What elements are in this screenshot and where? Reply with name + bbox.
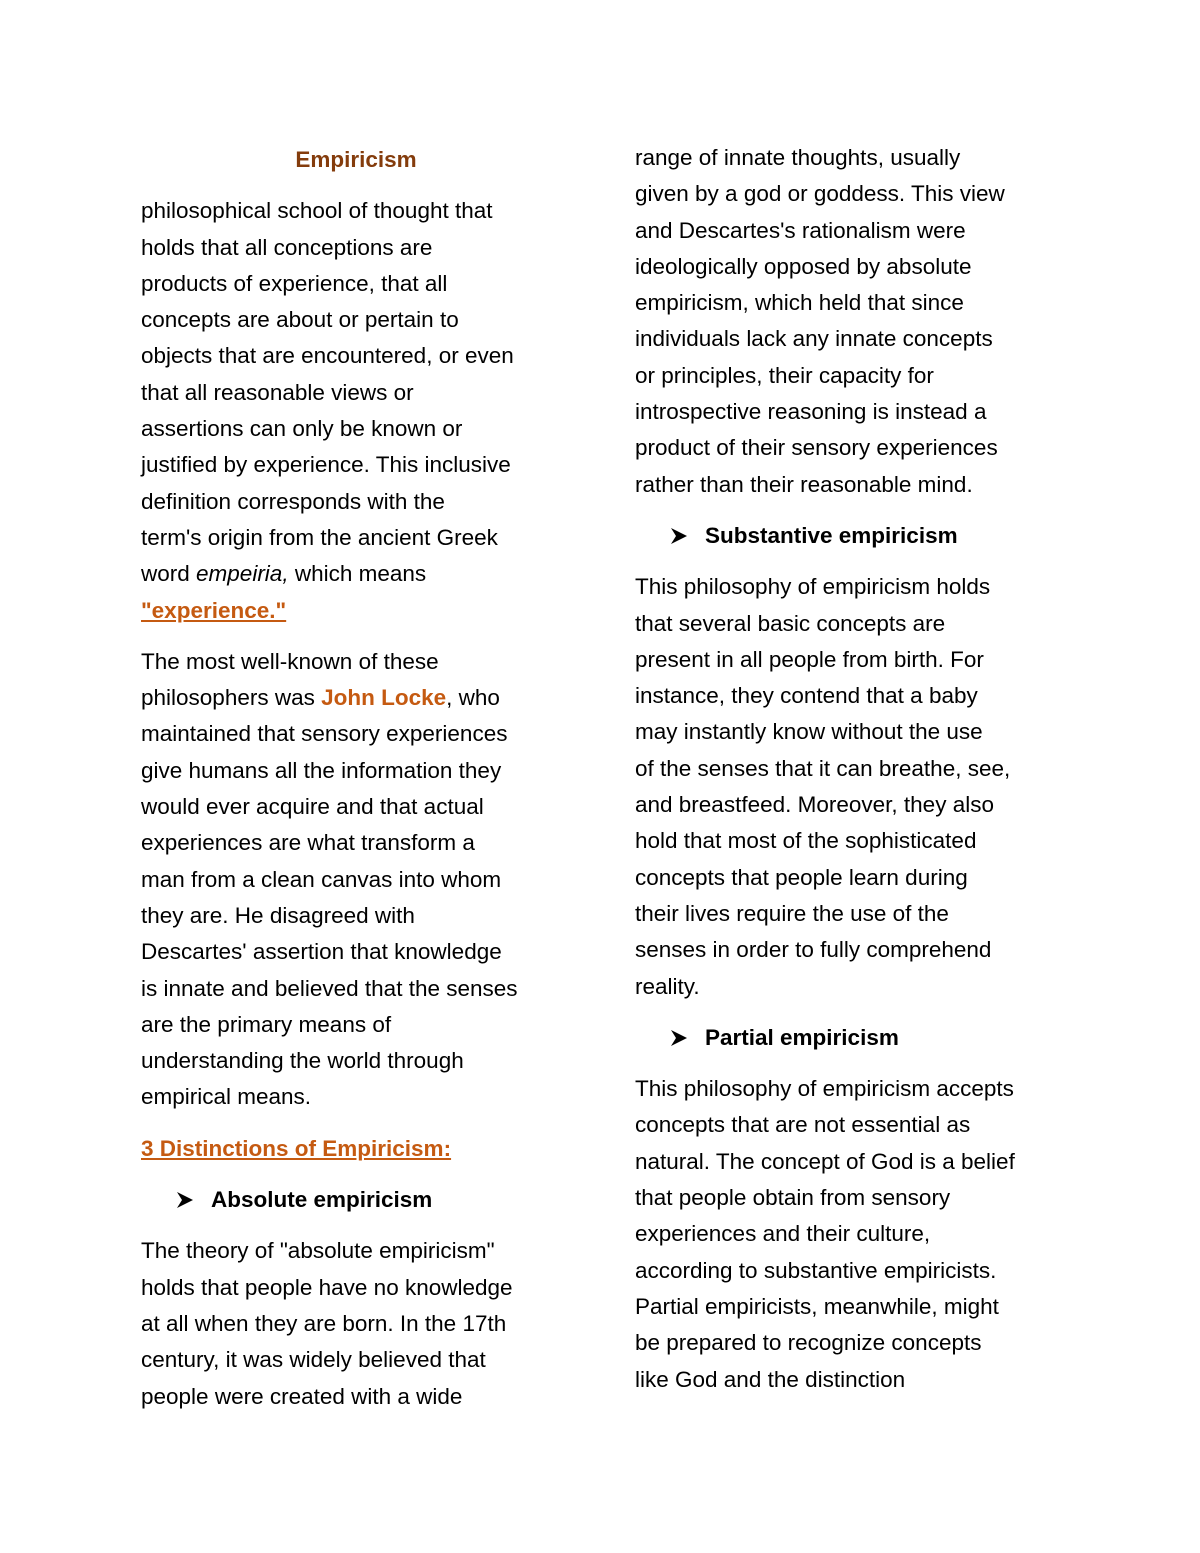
text-line: according to substantive empiricists. (635, 1257, 997, 1283)
absolute-heading-label: Absolute empiricism (211, 1187, 433, 1213)
text-line: instance, they contend that a baby (635, 683, 978, 709)
text-line: man from a clean canvas into whom (141, 866, 502, 892)
text-line: product of their sensory experiences (635, 435, 998, 461)
text-line: definition corresponds with the (141, 488, 445, 514)
text-line: reality. (635, 973, 700, 999)
text-line: like God and the distinction (635, 1366, 906, 1392)
text-line: term's origin from the ancient Greek (141, 524, 498, 550)
text-line: individuals lack any innate concepts (635, 326, 993, 352)
experience-link[interactable]: "experience." (141, 597, 287, 623)
text-line: This philosophy of empiricism accepts (635, 1076, 1014, 1102)
text-line: are the primary means of (141, 1011, 392, 1037)
distinctions-heading: 3 Distinctions of Empiricism: (141, 1135, 452, 1161)
absolute-paragraph (141, 1233, 571, 1414)
text-line (141, 680, 571, 716)
text-line: holds that all conceptions are (141, 234, 433, 260)
text-line: give humans all the information they (141, 757, 502, 783)
arrow-bullet-icon (175, 1190, 195, 1210)
text-line: range of innate thoughts, usually (635, 145, 961, 170)
locke-prefix: philosophers was (141, 685, 322, 711)
text-line: at all when they are born. In the 17th (141, 1310, 507, 1336)
text-line: people were created with a wide (141, 1383, 463, 1409)
text-line: ideologically opposed by absolute (635, 253, 972, 279)
text-line (141, 556, 571, 592)
text-line: empirical means. (141, 1084, 312, 1110)
text-line: that all reasonable views or (141, 379, 414, 405)
text-line: This philosophy of empiricism holds (635, 574, 991, 600)
text-line: their lives require the use of the (635, 900, 949, 926)
text-line: and Descartes's rationalism were (635, 217, 966, 243)
text-line: maintained that sensory experiences (141, 721, 508, 747)
text-line: given by a god or goddess. This view (635, 181, 1005, 207)
text-line: empiricism, which held that since (635, 290, 964, 316)
text-line: that several basic concepts are (635, 610, 946, 636)
text-line: objects that are encountered, or even (141, 343, 514, 369)
text-line: The theory of "absolute empiricism" (141, 1238, 495, 1264)
text-line: senses in order to fully comprehend (635, 937, 992, 963)
absolute-empiricism-heading (141, 1182, 571, 1218)
empeiria-term: empeiria, (196, 561, 289, 587)
text-line: may instantly know without the use (635, 719, 983, 745)
text-line: justified by experience. This inclusive (141, 452, 511, 478)
text-line: rather than their reasonable mind. (635, 471, 973, 497)
left-column (141, 140, 571, 1430)
right-column (635, 140, 1067, 1413)
text-line: or principles, their capacity for (635, 362, 934, 388)
text-line: concepts are about or pertain to (141, 307, 459, 333)
text-line: experiences are what transform a (141, 830, 475, 856)
text-line (141, 593, 571, 629)
text-line: and breastfeed. Moreover, they also (635, 792, 994, 818)
text-line: Descartes' assertion that knowledge (141, 939, 502, 965)
text-line: concepts that are not essential as (635, 1112, 971, 1138)
text-line: century, it was widely believed that (141, 1347, 486, 1373)
text-line: introspective reasoning is instead a (635, 399, 987, 425)
text-line: they are. He disagreed with (141, 902, 415, 928)
text-line: that people obtain from sensory (635, 1185, 951, 1211)
substantive-heading-label: Substantive empiricism (705, 522, 958, 548)
substantive-empiricism-heading (635, 518, 1067, 554)
text-line: holds that people have no knowledge (141, 1274, 513, 1300)
text-line: assertions can only be known or (141, 416, 463, 442)
text-line: of the senses that it can breathe, see, (635, 755, 1011, 781)
word-suffix: which means (288, 561, 427, 587)
locke-paragraph (141, 644, 571, 1116)
text-line: is innate and believed that the senses (141, 975, 518, 1001)
text-line: understanding the world through (141, 1048, 464, 1074)
substantive-paragraph (635, 569, 1067, 1005)
text-line: products of experience, that all (141, 270, 448, 296)
text-line: experiences and their culture, (635, 1221, 931, 1247)
document-title: Empiricism (295, 147, 417, 172)
text-line: be prepared to recognize concepts (635, 1330, 982, 1356)
arrow-bullet-icon (669, 1028, 689, 1048)
locke-suffix: , who (446, 685, 500, 711)
text-line: concepts that people learn during (635, 864, 968, 890)
text-line: natural. The concept of God is a belief (635, 1148, 1015, 1174)
partial-empiricism-heading (635, 1020, 1067, 1056)
text-line: The most well-known of these (141, 648, 439, 674)
text-line: hold that most of the sophisticated (635, 828, 977, 854)
word-prefix: word (141, 561, 197, 587)
text-line: would ever acquire and that actual (141, 794, 484, 820)
text-line: Partial empiricists, meanwhile, might (635, 1293, 999, 1319)
partial-paragraph (635, 1071, 1067, 1398)
arrow-bullet-icon (669, 526, 689, 546)
partial-heading-label: Partial empiricism (705, 1024, 899, 1050)
text-line: philosophical school of thought that (141, 198, 493, 224)
text-line: present in all people from birth. For (635, 646, 984, 672)
absolute-continued-paragraph (635, 140, 1067, 503)
john-locke-name: John Locke (321, 685, 447, 711)
intro-paragraph (141, 193, 571, 629)
